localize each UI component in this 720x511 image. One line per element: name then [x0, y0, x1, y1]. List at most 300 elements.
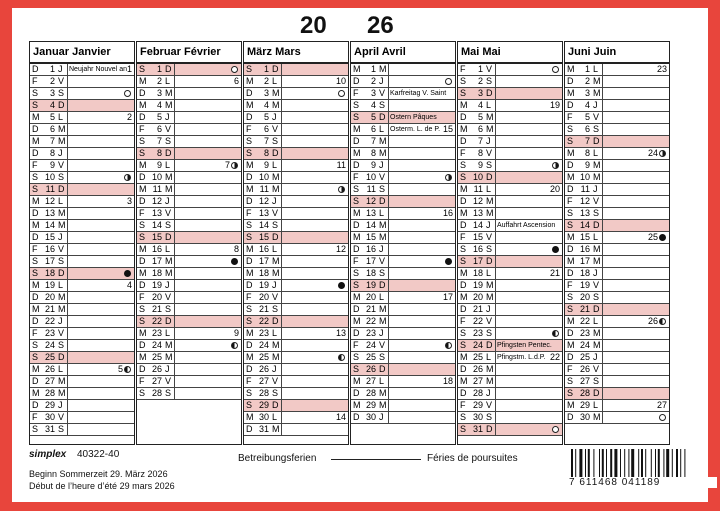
note-cell — [281, 196, 348, 207]
month-column — [350, 41, 456, 445]
day-row[interactable] — [565, 412, 669, 424]
weekday-fr: M — [165, 88, 173, 98]
weekday-fr: V — [272, 376, 279, 386]
weekday-de: D — [567, 160, 574, 170]
day-number: 29 — [44, 400, 55, 410]
note-cell — [388, 352, 455, 363]
note-cell — [495, 280, 562, 291]
day-row[interactable] — [458, 256, 562, 268]
day-row[interactable] — [137, 340, 241, 352]
day-row[interactable] — [458, 388, 562, 400]
note-cell — [388, 316, 455, 327]
day-row[interactable] — [351, 64, 455, 76]
day-row[interactable] — [565, 280, 669, 292]
day-row[interactable] — [137, 232, 241, 244]
day-row[interactable] — [458, 88, 562, 100]
day-number: 28 — [151, 388, 162, 398]
day-row[interactable] — [137, 388, 241, 400]
day-row[interactable] — [565, 292, 669, 304]
weekday-fr: M — [272, 256, 280, 266]
day-row[interactable] — [458, 208, 562, 220]
day-row[interactable] — [458, 172, 562, 184]
note-cell — [67, 232, 134, 243]
day-row[interactable] — [244, 232, 348, 244]
note-cell — [67, 256, 134, 267]
day-row[interactable] — [244, 400, 348, 412]
day-row[interactable] — [458, 136, 562, 148]
note-cell — [67, 376, 134, 387]
day-row[interactable] — [565, 388, 669, 400]
day-row[interactable] — [30, 184, 134, 196]
day-row[interactable] — [30, 316, 134, 328]
weekday-fr: M — [165, 100, 173, 110]
day-row[interactable] — [244, 388, 348, 400]
weekday-fr: V — [58, 412, 65, 422]
weekday-fr: J — [379, 328, 384, 338]
weekday-fr: J — [272, 364, 277, 374]
moon-phase-icon — [659, 234, 666, 241]
weekday-de: M — [139, 184, 147, 194]
day-number: 27 — [472, 376, 483, 386]
day-row[interactable] — [244, 160, 348, 172]
day-row[interactable] — [137, 100, 241, 112]
day-row[interactable] — [244, 172, 348, 184]
day-row[interactable] — [565, 364, 669, 376]
day-row[interactable] — [351, 124, 455, 136]
day-row[interactable] — [565, 376, 669, 388]
barcode-bar — [624, 449, 625, 479]
day-row[interactable] — [458, 124, 562, 136]
day-row[interactable] — [30, 352, 134, 364]
day-row[interactable] — [565, 124, 669, 136]
day-row[interactable] — [565, 184, 669, 196]
day-number: 4 — [477, 100, 483, 110]
weekday-fr: D — [58, 100, 65, 110]
day-row[interactable] — [30, 376, 134, 388]
day-row[interactable] — [244, 412, 348, 424]
weekday-fr: D — [165, 316, 172, 326]
day-row[interactable] — [351, 148, 455, 160]
day-row[interactable] — [351, 364, 455, 376]
year-title — [300, 6, 420, 38]
day-row[interactable] — [565, 340, 669, 352]
day-row[interactable] — [351, 112, 455, 124]
weekday-de: D — [139, 280, 146, 290]
day-row[interactable] — [137, 184, 241, 196]
day-row[interactable] — [351, 352, 455, 364]
weekday-de: M — [353, 64, 361, 74]
day-row[interactable] — [30, 148, 134, 160]
day-row[interactable] — [30, 64, 134, 76]
day-row[interactable] — [30, 412, 134, 424]
day-row[interactable] — [30, 136, 134, 148]
day-row[interactable] — [351, 208, 455, 220]
note-cell — [602, 76, 669, 87]
day-row[interactable] — [458, 232, 562, 244]
weekday-fr: S — [58, 256, 65, 266]
day-row[interactable] — [351, 76, 455, 88]
weekday-de: D — [246, 88, 253, 98]
weekday-de: D — [139, 340, 146, 350]
day-row[interactable] — [244, 280, 348, 292]
weekday-fr: D — [58, 268, 65, 278]
day-row[interactable] — [244, 316, 348, 328]
day-row[interactable] — [565, 148, 669, 160]
weekday-fr: J — [379, 244, 384, 254]
note-cell — [67, 160, 134, 171]
day-row[interactable] — [30, 400, 134, 412]
day-row[interactable] — [458, 100, 562, 112]
day-row[interactable] — [137, 256, 241, 268]
day-number: 31 — [44, 424, 55, 434]
day-row[interactable] — [30, 76, 134, 88]
weekday-fr: L — [58, 112, 64, 122]
note-cell — [388, 328, 455, 339]
weekday-fr: S — [593, 208, 600, 218]
day-row[interactable] — [137, 220, 241, 232]
day-row[interactable] — [458, 244, 562, 256]
day-row[interactable] — [351, 304, 455, 316]
day-row[interactable] — [351, 244, 455, 256]
day-row[interactable] — [458, 76, 562, 88]
day-row[interactable] — [458, 316, 562, 328]
day-row[interactable] — [244, 304, 348, 316]
day-number: 1 — [370, 64, 376, 74]
day-row[interactable] — [458, 184, 562, 196]
note-cell — [495, 292, 562, 303]
day-row[interactable] — [565, 352, 669, 364]
day-row[interactable] — [137, 124, 241, 136]
day-row[interactable] — [351, 316, 455, 328]
weekday-de: M — [567, 172, 575, 182]
day-row[interactable] — [244, 100, 348, 112]
day-row[interactable] — [244, 88, 348, 100]
day-row[interactable] — [458, 280, 562, 292]
day-row[interactable] — [351, 160, 455, 172]
day-row[interactable] — [30, 268, 134, 280]
legend-label-fr: Féries de poursuites — [427, 453, 518, 464]
day-row[interactable] — [565, 64, 669, 76]
weekday-fr: D — [272, 232, 279, 242]
day-row[interactable] — [351, 268, 455, 280]
day-row[interactable] — [458, 352, 562, 364]
week-number: 10 — [335, 76, 346, 86]
barcode-bar — [631, 449, 634, 479]
day-row[interactable] — [137, 112, 241, 124]
day-row[interactable] — [137, 64, 241, 76]
day-number: 22 — [258, 316, 269, 326]
barcode-bar — [610, 449, 612, 479]
note-cell — [174, 220, 241, 231]
weekday-de: S — [32, 100, 39, 110]
day-row[interactable] — [351, 136, 455, 148]
note-cell — [281, 400, 348, 411]
day-row[interactable] — [137, 172, 241, 184]
day-row[interactable] — [137, 292, 241, 304]
day-row[interactable] — [565, 268, 669, 280]
day-row[interactable] — [30, 280, 134, 292]
day-row[interactable] — [244, 376, 348, 388]
day-number: 21 — [365, 304, 376, 314]
note-cell — [281, 340, 348, 351]
day-row[interactable] — [244, 244, 348, 256]
note-cell — [495, 88, 562, 99]
weekday-de: D — [246, 196, 253, 206]
note-cell — [174, 232, 241, 243]
day-row[interactable] — [458, 112, 562, 124]
note-cell — [174, 316, 241, 327]
day-row[interactable] — [458, 160, 562, 172]
day-row[interactable] — [137, 376, 241, 388]
weekday-fr: D — [593, 304, 600, 314]
day-row[interactable] — [458, 292, 562, 304]
day-row[interactable] — [137, 244, 241, 256]
day-row[interactable] — [244, 328, 348, 340]
note-cell — [388, 304, 455, 315]
day-row[interactable] — [244, 292, 348, 304]
day-row[interactable] — [30, 304, 134, 316]
day-row[interactable] — [244, 184, 348, 196]
day-row[interactable] — [565, 196, 669, 208]
day-row[interactable] — [244, 136, 348, 148]
weekday-de: M — [567, 256, 575, 266]
day-row[interactable] — [565, 88, 669, 100]
day-row[interactable] — [30, 88, 134, 100]
weekday-fr: J — [593, 352, 598, 362]
day-row[interactable] — [458, 400, 562, 412]
day-row[interactable] — [30, 292, 134, 304]
day-row[interactable] — [137, 136, 241, 148]
day-row[interactable] — [30, 256, 134, 268]
day-row[interactable] — [565, 256, 669, 268]
day-row[interactable] — [351, 340, 455, 352]
weekday-de: M — [246, 160, 254, 170]
day-row[interactable] — [565, 76, 669, 88]
day-number: 19 — [365, 280, 376, 290]
day-row[interactable] — [137, 148, 241, 160]
day-row[interactable] — [244, 364, 348, 376]
day-row[interactable] — [351, 292, 455, 304]
day-number: 30 — [258, 412, 269, 422]
day-row[interactable] — [137, 160, 241, 172]
day-row[interactable] — [137, 364, 241, 376]
weekday-de: M — [139, 160, 147, 170]
day-row[interactable] — [458, 268, 562, 280]
day-row[interactable] — [30, 112, 134, 124]
day-row[interactable] — [351, 388, 455, 400]
day-row[interactable] — [458, 424, 562, 436]
weekday-de: D — [32, 376, 39, 386]
note-cell — [602, 256, 669, 267]
weekday-fr: L — [379, 208, 385, 218]
weekday-de: S — [139, 64, 146, 74]
day-row[interactable] — [565, 220, 669, 232]
day-row[interactable] — [30, 388, 134, 400]
day-row[interactable] — [458, 340, 562, 352]
day-row[interactable] — [137, 88, 241, 100]
day-row[interactable] — [244, 220, 348, 232]
note-cell — [174, 352, 241, 363]
day-row[interactable] — [30, 100, 134, 112]
day-row[interactable] — [565, 136, 669, 148]
barcode-bar — [620, 449, 621, 479]
weekday-fr: L — [58, 196, 64, 206]
day-number: 8 — [370, 148, 376, 158]
day-row[interactable] — [30, 424, 134, 436]
day-row[interactable] — [137, 328, 241, 340]
day-row[interactable] — [30, 124, 134, 136]
day-row[interactable] — [137, 196, 241, 208]
day-row[interactable] — [565, 244, 669, 256]
day-row[interactable] — [565, 100, 669, 112]
note-cell — [67, 100, 134, 111]
day-row[interactable] — [137, 280, 241, 292]
day-row[interactable] — [565, 208, 669, 220]
day-row[interactable] — [351, 232, 455, 244]
day-row[interactable] — [458, 364, 562, 376]
day-row[interactable] — [30, 160, 134, 172]
day-row[interactable] — [351, 256, 455, 268]
holiday-note: Ostern Pâques — [390, 114, 437, 121]
day-row[interactable] — [565, 400, 669, 412]
day-number: 24 — [365, 340, 376, 350]
moon-phase-icon — [231, 162, 238, 169]
day-row[interactable] — [351, 220, 455, 232]
day-row[interactable] — [244, 352, 348, 364]
day-row[interactable] — [565, 304, 669, 316]
note-cell — [281, 388, 348, 399]
day-number: 12 — [258, 196, 269, 206]
day-number: 3 — [49, 88, 55, 98]
day-row[interactable] — [244, 76, 348, 88]
day-row[interactable] — [30, 328, 134, 340]
note-cell — [495, 196, 562, 207]
day-row[interactable] — [244, 424, 348, 436]
day-row[interactable] — [30, 220, 134, 232]
weekday-fr: V — [165, 208, 172, 218]
note-cell — [67, 424, 134, 435]
day-row[interactable] — [565, 316, 669, 328]
day-row[interactable] — [351, 280, 455, 292]
weekday-fr: M — [486, 292, 494, 302]
day-row[interactable] — [565, 328, 669, 340]
day-row[interactable] — [137, 268, 241, 280]
day-row[interactable] — [565, 172, 669, 184]
day-row[interactable] — [30, 172, 134, 184]
day-row[interactable] — [458, 412, 562, 424]
day-row[interactable] — [137, 208, 241, 220]
day-row[interactable] — [351, 172, 455, 184]
note-cell — [495, 232, 562, 243]
day-number: 10 — [365, 172, 376, 182]
day-row[interactable] — [458, 64, 562, 76]
weekday-de: M — [567, 88, 575, 98]
day-row[interactable] — [351, 100, 455, 112]
day-row[interactable] — [137, 304, 241, 316]
day-row[interactable] — [244, 148, 348, 160]
weekday-fr: L — [486, 100, 492, 110]
day-row[interactable] — [458, 148, 562, 160]
note-cell — [602, 244, 669, 255]
note-cell — [602, 292, 669, 303]
weekday-fr: D — [593, 388, 600, 398]
day-row[interactable] — [244, 268, 348, 280]
day-row[interactable] — [351, 196, 455, 208]
weekday-de: S — [32, 88, 39, 98]
holiday-note: Pfingstm. L.d.P. — [497, 354, 546, 361]
weekday-fr: M — [593, 340, 601, 350]
day-row[interactable] — [30, 244, 134, 256]
weekday-de: S — [139, 136, 146, 146]
day-row[interactable] — [30, 340, 134, 352]
weekday-fr: V — [272, 208, 279, 218]
note-cell — [67, 316, 134, 327]
day-row[interactable] — [458, 220, 562, 232]
note-cell — [67, 340, 134, 351]
day-row[interactable] — [565, 112, 669, 124]
day-row[interactable] — [30, 196, 134, 208]
day-row[interactable] — [30, 232, 134, 244]
weekday-fr: V — [593, 364, 600, 374]
day-row[interactable] — [137, 352, 241, 364]
weekday-de: S — [567, 388, 574, 398]
day-row[interactable] — [351, 412, 455, 424]
day-row[interactable] — [244, 64, 348, 76]
summer-time-fr: Début de l’heure d’été 29 mars 2026 — [29, 481, 175, 491]
day-number: 5 — [49, 112, 55, 122]
day-row[interactable] — [351, 88, 455, 100]
note-cell — [602, 172, 669, 183]
day-row[interactable] — [137, 76, 241, 88]
weekday-fr: V — [58, 244, 65, 254]
weekday-de: F — [32, 160, 38, 170]
day-row[interactable] — [565, 232, 669, 244]
weekday-fr: S — [379, 268, 386, 278]
day-row[interactable] — [30, 364, 134, 376]
weekday-fr: D — [379, 364, 386, 374]
day-row[interactable] — [458, 304, 562, 316]
weekday-de: S — [139, 316, 146, 326]
weekday-de: M — [246, 268, 254, 278]
day-row[interactable] — [244, 196, 348, 208]
weekday-de: M — [32, 136, 40, 146]
weekday-de: S — [353, 196, 360, 206]
day-row[interactable] — [137, 316, 241, 328]
day-row[interactable] — [244, 256, 348, 268]
day-row[interactable] — [244, 340, 348, 352]
day-row[interactable] — [351, 328, 455, 340]
note-cell — [281, 148, 348, 159]
day-row[interactable] — [458, 196, 562, 208]
day-row[interactable] — [351, 376, 455, 388]
day-row[interactable] — [458, 328, 562, 340]
day-row[interactable] — [244, 208, 348, 220]
weekday-de: M — [32, 112, 40, 122]
note-cell — [388, 412, 455, 423]
note-cell — [388, 160, 455, 171]
day-row[interactable] — [351, 184, 455, 196]
weekday-fr: L — [593, 232, 599, 242]
month-column — [243, 41, 349, 445]
day-row[interactable] — [30, 208, 134, 220]
day-row[interactable] — [565, 160, 669, 172]
weekday-de: D — [32, 292, 39, 302]
day-row[interactable] — [244, 112, 348, 124]
day-row[interactable] — [244, 124, 348, 136]
note-cell — [67, 124, 134, 135]
day-row[interactable] — [458, 376, 562, 388]
day-row[interactable] — [351, 400, 455, 412]
